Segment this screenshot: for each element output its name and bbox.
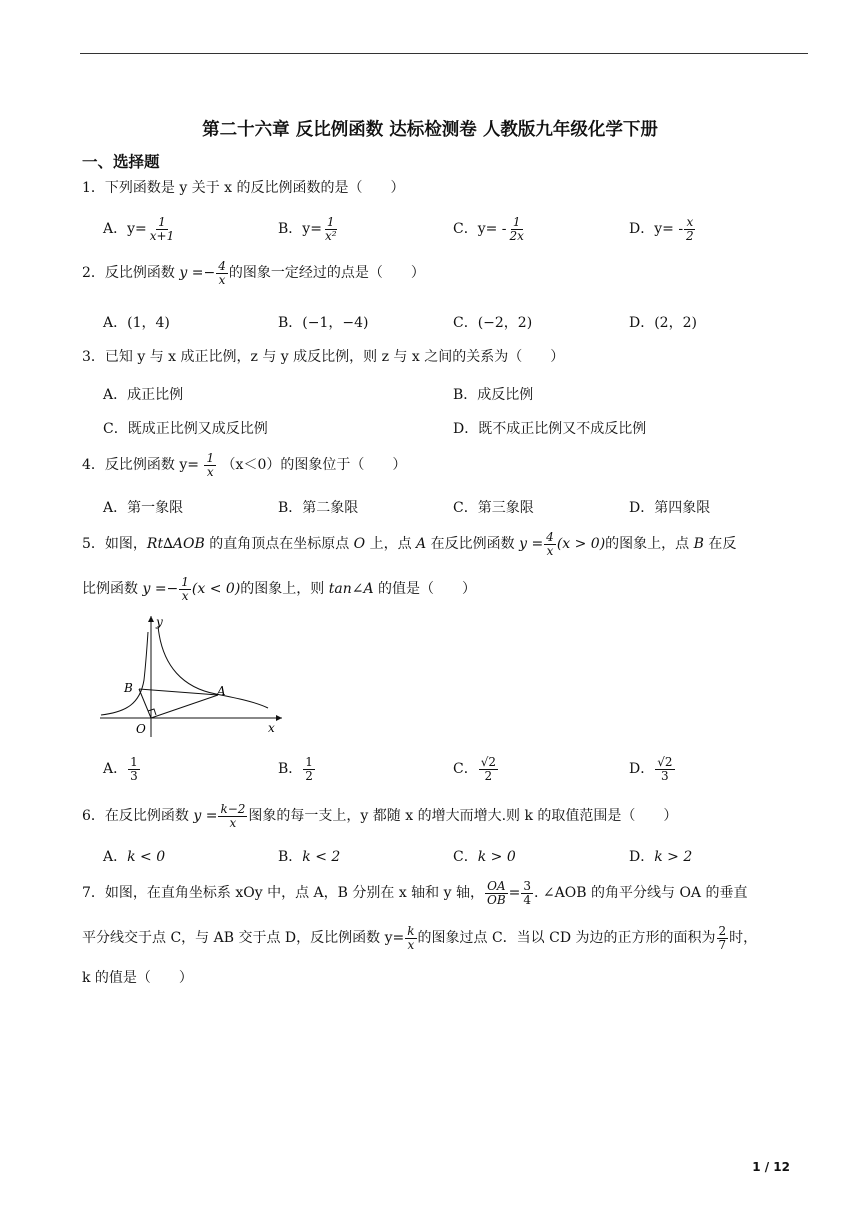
question-4-stem: 4．反比例函数 y= $\frac{1}{x}$ （x＜0）的图象位于（ ） <box>82 451 407 479</box>
q4-option-c[interactable]: C．第三象限 <box>453 500 534 516</box>
question-7-line-1: 7．如图，在直角坐标系 xOy 中，点 A，B 分别在 x 轴和 y 轴， $\frac{OA}{OB}$ = $\frac{3}{4}$ . ∠AOB 的角平分线与 OA 的垂直 <box>82 879 748 907</box>
question-6-stem: 6．在反比例函数 y = $\frac{k-2}{x}$ 图象的每一支上，y 都随 x 的增大而增大.则 k 的取值范围是（ ） <box>82 802 678 830</box>
q3-option-c[interactable]: C．既成正比例又成反比例 <box>103 421 268 437</box>
section-heading: 一、选择题 <box>82 153 160 171</box>
segment-ob <box>139 689 151 718</box>
q2-option-c[interactable]: C．(−2，2) <box>453 315 533 331</box>
q4-option-d[interactable]: D．第四象限 <box>629 500 711 516</box>
fig-label-b: B <box>124 681 133 695</box>
question-1-stem: 1．下列函数是 y 关于 x 的反比例函数的是（ ） <box>82 180 405 196</box>
fig-label-x: x <box>268 721 275 735</box>
question-5-line-2: 比例函数 y =− $\frac{1}{x}$ (x < 0)的图象上，则 tan∠A 的值是（ ） <box>82 575 477 603</box>
q1-option-b[interactable]: B．y= $\frac{1}{\text{x²}}$ <box>278 215 337 243</box>
curve-left-branch <box>101 632 148 715</box>
header-rule <box>80 53 808 54</box>
curve-right-branch <box>158 626 268 708</box>
q5-option-b[interactable]: B． $\frac{1}{2}$ <box>278 755 313 783</box>
q3-option-d[interactable]: D．既不成正比例又不成反比例 <box>453 421 647 437</box>
segment-oa <box>151 695 218 718</box>
q6-option-b[interactable]: B．k < 2 <box>278 849 341 865</box>
fig-label-y: y <box>156 615 163 629</box>
q4-option-a[interactable]: A．第一象限 <box>103 500 184 516</box>
question-2-stem: 2．反比例函数 y =− $\frac{4}{x}$ 的图象一定经过的点是（ ） <box>82 259 425 287</box>
page-number: 1 / 12 <box>752 1160 790 1174</box>
q1-option-d[interactable]: D．y= - $\frac{x}{2}$ <box>629 215 694 243</box>
q3-option-a[interactable]: A．成正比例 <box>103 387 184 403</box>
question-3-stem: 3．已知 y 与 x 成正比例，z 与 y 成反比例，则 z 与 x 之间的关系为（ ） <box>82 349 565 365</box>
q1-option-c[interactable]: C．y= - $\frac{1}{2x}$ <box>453 215 524 243</box>
q3-option-b[interactable]: B．成反比例 <box>453 387 534 403</box>
q5-figure <box>96 612 286 742</box>
q6-option-a[interactable]: A．k < 0 <box>103 849 166 865</box>
fig-label-o: O <box>136 722 146 736</box>
question-7-line-3: k 的值是（ ） <box>82 970 193 986</box>
y-axis-arrow-icon <box>148 616 154 622</box>
fig-label-a: A <box>217 684 226 698</box>
page-title: 第二十六章 反比例函数 达标检测卷 人教版九年级化学下册 <box>202 120 658 140</box>
question-7-line-2: 平分线交于点 C，与 AB 交于点 D，反比例函数 y= $\frac{k}{x}$ 的图象过点 C．当以 CD 为边的正方形的面积为 $\frac{2}{7}$ 时， <box>82 924 758 952</box>
x-axis-arrow-icon <box>276 715 282 721</box>
q2-option-a[interactable]: A．(1，4) <box>103 315 170 331</box>
q6-option-d[interactable]: D．k > 2 <box>629 849 693 865</box>
q5-option-c[interactable]: C． $\frac{√2}{2}$ <box>453 755 496 783</box>
q4-option-b[interactable]: B．第二象限 <box>278 500 359 516</box>
q2-option-b[interactable]: B．(−1，−4) <box>278 315 369 331</box>
q5-option-d[interactable]: D． $\frac{√2}{3}$ <box>629 755 673 783</box>
q6-option-c[interactable]: C．k > 0 <box>453 849 516 865</box>
q5-option-a[interactable]: A． $\frac{1}{3}$ <box>103 755 138 783</box>
question-5-line-1: 5．如图，Rt∆AOB 的直角顶点在坐标原点 O 上，点 A 在反比例函数 y = $\frac{4}{x}$ (x > 0)的图象上，点 B 在反 <box>82 530 737 558</box>
q2-option-d[interactable]: D．(2，2) <box>629 315 697 331</box>
q1-option-a[interactable]: A．y= $\frac{1}{x+1}$ <box>103 215 175 243</box>
